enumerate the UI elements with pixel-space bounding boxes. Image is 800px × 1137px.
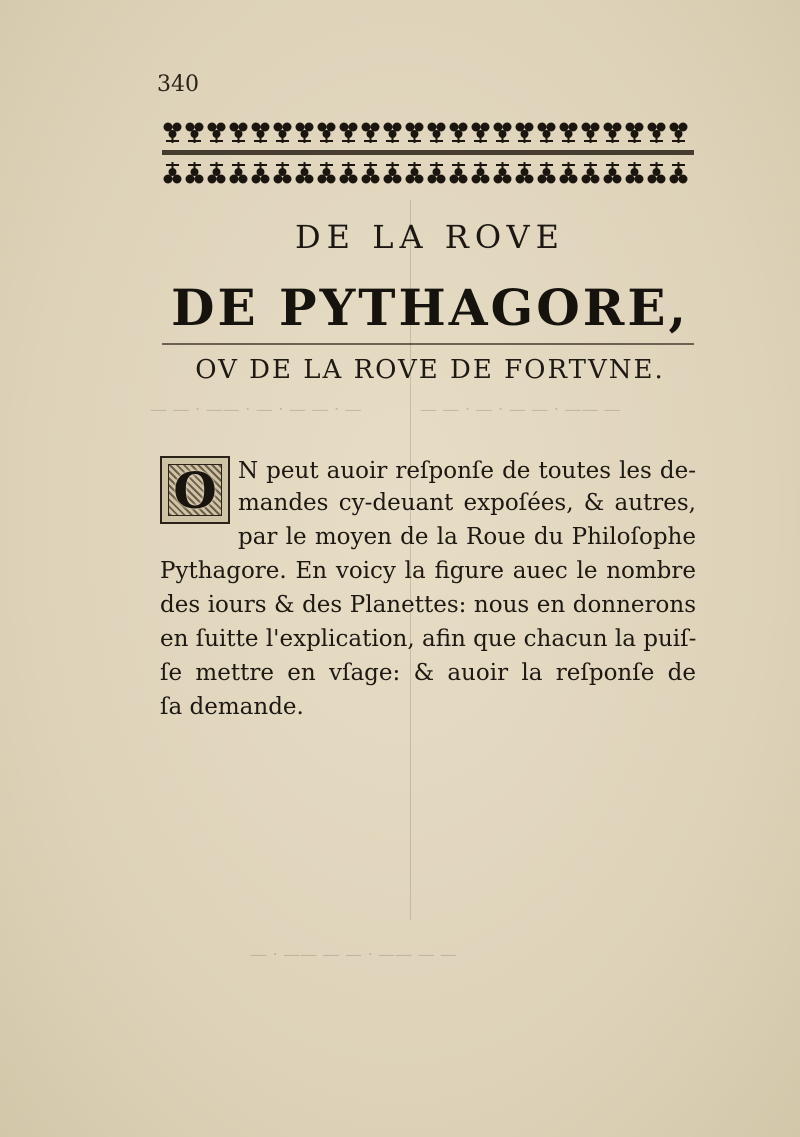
title-line-3: OV DE LA ROVE DE FORTVNE. xyxy=(195,355,665,385)
body-line-2: mandes cy-deuant expoſées, & autres, xyxy=(238,490,696,516)
fleuron-headpiece xyxy=(162,120,694,190)
body-line-6: en ſuitte l'explication, afin que chacun la puiſ- xyxy=(160,626,697,652)
body-line-7: ſe mettre en vſage: & auoir la reſponſe de xyxy=(160,660,696,686)
body-line-5: des iours & des Planettes: nous en donnerons xyxy=(160,592,696,618)
show-through-left: — · — — · — · —— · — — xyxy=(150,400,362,420)
show-through-right: — —— · — — · — · — — xyxy=(420,400,621,420)
body-line-3: par le moyen de la Roue du Philoſophe xyxy=(238,524,696,550)
decorated-initial xyxy=(160,456,230,524)
body-line-8: ſa demande. xyxy=(160,694,304,720)
show-through-bottom: — — —— · — — —— · — xyxy=(250,945,458,965)
title-line-1: DE LA ROVE xyxy=(295,218,565,256)
page-number: 340 xyxy=(157,72,199,97)
decorated-initial-letter: O xyxy=(173,460,217,520)
body-line-4: Pythagore. En voicy la figure auec le nombre xyxy=(160,558,696,584)
title-rule xyxy=(162,343,694,345)
title-line-2: DE PYTHAGORE, xyxy=(171,278,689,337)
body-line-1: N peut auoir reſponſe de toutes les de- xyxy=(238,458,696,484)
